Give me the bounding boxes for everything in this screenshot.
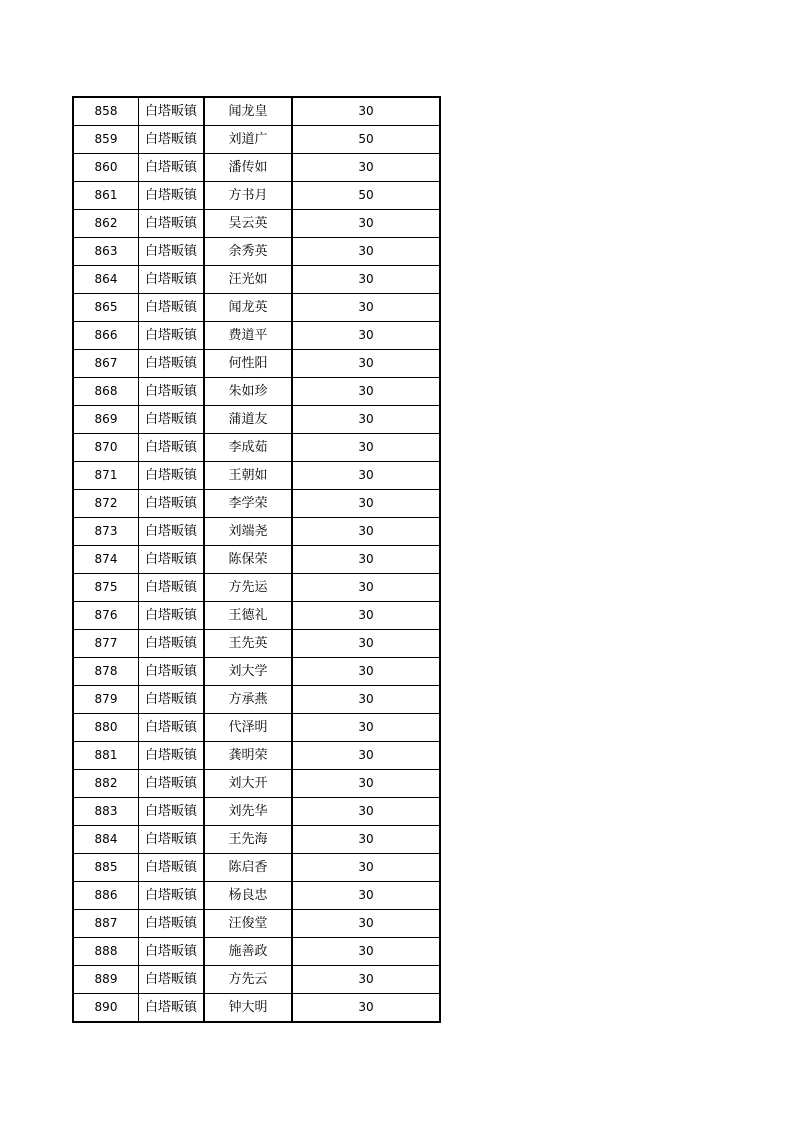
amount-cell: 30 [292, 406, 440, 434]
town-cell: 白塔畈镇 [139, 210, 205, 238]
row-number-cell: 885 [73, 854, 139, 882]
town-cell: 白塔畈镇 [139, 126, 205, 154]
amount-cell: 30 [292, 714, 440, 742]
row-number-cell: 876 [73, 602, 139, 630]
row-number-cell: 889 [73, 966, 139, 994]
amount-cell: 30 [292, 602, 440, 630]
amount-cell: 30 [292, 490, 440, 518]
town-cell: 白塔畈镇 [139, 994, 205, 1023]
amount-cell: 30 [292, 154, 440, 182]
town-cell: 白塔畈镇 [139, 434, 205, 462]
person-name-cell: 吴云英 [204, 210, 292, 238]
amount-cell: 30 [292, 938, 440, 966]
table-row [73, 686, 440, 714]
person-name-cell: 余秀英 [204, 238, 292, 266]
amount-cell: 30 [292, 266, 440, 294]
person-name-cell: 闻龙英 [204, 294, 292, 322]
town-cell: 白塔畈镇 [139, 910, 205, 938]
person-name-cell: 王先英 [204, 630, 292, 658]
person-name-cell: 潘传如 [204, 154, 292, 182]
row-number-cell: 858 [73, 97, 139, 126]
person-name-cell: 刘端尧 [204, 518, 292, 546]
person-name-cell: 龚明荣 [204, 742, 292, 770]
town-cell: 白塔畈镇 [139, 882, 205, 910]
amount-cell: 30 [292, 826, 440, 854]
row-number-cell: 860 [73, 154, 139, 182]
town-cell: 白塔畈镇 [139, 686, 205, 714]
town-cell: 白塔畈镇 [139, 266, 205, 294]
town-cell: 白塔畈镇 [139, 97, 205, 126]
roster-table-body [73, 97, 440, 1022]
table-row [73, 518, 440, 546]
row-number-cell: 882 [73, 770, 139, 798]
row-number-cell: 871 [73, 462, 139, 490]
row-number-cell: 864 [73, 266, 139, 294]
town-cell: 白塔畈镇 [139, 546, 205, 574]
person-name-cell: 方承燕 [204, 686, 292, 714]
person-name-cell: 陈保荣 [204, 546, 292, 574]
table-row [73, 602, 440, 630]
amount-cell: 30 [292, 630, 440, 658]
table-row [73, 322, 440, 350]
table-row [73, 770, 440, 798]
row-number-cell: 875 [73, 574, 139, 602]
table-row [73, 910, 440, 938]
table-row [73, 266, 440, 294]
table-row [73, 238, 440, 266]
town-cell: 白塔畈镇 [139, 462, 205, 490]
row-number-cell: 887 [73, 910, 139, 938]
amount-cell: 30 [292, 854, 440, 882]
person-name-cell: 李成茹 [204, 434, 292, 462]
amount-cell: 30 [292, 910, 440, 938]
amount-cell: 30 [292, 966, 440, 994]
person-name-cell: 何性阳 [204, 350, 292, 378]
town-cell: 白塔畈镇 [139, 714, 205, 742]
table-row [73, 97, 440, 126]
table-row [73, 714, 440, 742]
amount-cell: 30 [292, 994, 440, 1023]
table-row [73, 434, 440, 462]
table-row [73, 378, 440, 406]
person-name-cell: 王德礼 [204, 602, 292, 630]
amount-cell: 30 [292, 686, 440, 714]
amount-cell: 30 [292, 462, 440, 490]
amount-cell: 30 [292, 294, 440, 322]
person-name-cell: 刘先华 [204, 798, 292, 826]
town-cell: 白塔畈镇 [139, 238, 205, 266]
table-row [73, 798, 440, 826]
person-name-cell: 王先海 [204, 826, 292, 854]
amount-cell: 30 [292, 210, 440, 238]
amount-cell: 30 [292, 518, 440, 546]
person-name-cell: 蒲道友 [204, 406, 292, 434]
table-row [73, 350, 440, 378]
row-number-cell: 865 [73, 294, 139, 322]
table-row [73, 490, 440, 518]
person-name-cell: 杨良忠 [204, 882, 292, 910]
row-number-cell: 872 [73, 490, 139, 518]
town-cell: 白塔畈镇 [139, 518, 205, 546]
person-name-cell: 闻龙皇 [204, 97, 292, 126]
row-number-cell: 879 [73, 686, 139, 714]
town-cell: 白塔畈镇 [139, 854, 205, 882]
table-row [73, 994, 440, 1023]
person-name-cell: 汪光如 [204, 266, 292, 294]
row-number-cell: 880 [73, 714, 139, 742]
amount-cell: 30 [292, 97, 440, 126]
town-cell: 白塔畈镇 [139, 602, 205, 630]
amount-cell: 50 [292, 126, 440, 154]
person-name-cell: 方先运 [204, 574, 292, 602]
row-number-cell: 869 [73, 406, 139, 434]
table-row [73, 658, 440, 686]
town-cell: 白塔畈镇 [139, 658, 205, 686]
table-row [73, 742, 440, 770]
table-row [73, 854, 440, 882]
row-number-cell: 877 [73, 630, 139, 658]
person-name-cell: 代泽明 [204, 714, 292, 742]
row-number-cell: 873 [73, 518, 139, 546]
person-name-cell: 王朝如 [204, 462, 292, 490]
table-row [73, 630, 440, 658]
person-name-cell: 刘大开 [204, 770, 292, 798]
person-name-cell: 方先云 [204, 966, 292, 994]
amount-cell: 30 [292, 882, 440, 910]
town-cell: 白塔畈镇 [139, 406, 205, 434]
table-row [73, 294, 440, 322]
person-name-cell: 陈启香 [204, 854, 292, 882]
table-row [73, 210, 440, 238]
row-number-cell: 881 [73, 742, 139, 770]
person-name-cell: 钟大明 [204, 994, 292, 1023]
town-cell: 白塔畈镇 [139, 350, 205, 378]
table-row [73, 126, 440, 154]
row-number-cell: 862 [73, 210, 139, 238]
person-name-cell: 刘大学 [204, 658, 292, 686]
row-number-cell: 867 [73, 350, 139, 378]
town-cell: 白塔畈镇 [139, 742, 205, 770]
amount-cell: 30 [292, 574, 440, 602]
amount-cell: 30 [292, 378, 440, 406]
row-number-cell: 874 [73, 546, 139, 574]
town-cell: 白塔畈镇 [139, 826, 205, 854]
amount-cell: 30 [292, 546, 440, 574]
town-cell: 白塔畈镇 [139, 630, 205, 658]
row-number-cell: 866 [73, 322, 139, 350]
person-name-cell: 刘道广 [204, 126, 292, 154]
person-name-cell: 汪俊堂 [204, 910, 292, 938]
amount-cell: 30 [292, 742, 440, 770]
row-number-cell: 884 [73, 826, 139, 854]
row-number-cell: 878 [73, 658, 139, 686]
town-cell: 白塔畈镇 [139, 182, 205, 210]
table-row [73, 462, 440, 490]
row-number-cell: 888 [73, 938, 139, 966]
table-row [73, 574, 440, 602]
table-row [73, 182, 440, 210]
town-cell: 白塔畈镇 [139, 966, 205, 994]
amount-cell: 50 [292, 182, 440, 210]
amount-cell: 30 [292, 350, 440, 378]
table-row [73, 546, 440, 574]
row-number-cell: 886 [73, 882, 139, 910]
row-number-cell: 870 [73, 434, 139, 462]
table-row [73, 826, 440, 854]
row-number-cell: 890 [73, 994, 139, 1023]
person-name-cell: 李学荣 [204, 490, 292, 518]
table-row [73, 966, 440, 994]
amount-cell: 30 [292, 658, 440, 686]
town-cell: 白塔畈镇 [139, 770, 205, 798]
row-number-cell: 868 [73, 378, 139, 406]
table-row [73, 938, 440, 966]
town-cell: 白塔畈镇 [139, 294, 205, 322]
row-number-cell: 859 [73, 126, 139, 154]
town-cell: 白塔畈镇 [139, 938, 205, 966]
row-number-cell: 883 [73, 798, 139, 826]
table-row [73, 154, 440, 182]
person-name-cell: 方书月 [204, 182, 292, 210]
town-cell: 白塔畈镇 [139, 378, 205, 406]
town-cell: 白塔畈镇 [139, 574, 205, 602]
amount-cell: 30 [292, 238, 440, 266]
person-name-cell: 费道平 [204, 322, 292, 350]
town-cell: 白塔畈镇 [139, 798, 205, 826]
row-number-cell: 861 [73, 182, 139, 210]
town-cell: 白塔畈镇 [139, 490, 205, 518]
roster-table [72, 96, 441, 1023]
row-number-cell: 863 [73, 238, 139, 266]
town-cell: 白塔畈镇 [139, 322, 205, 350]
amount-cell: 30 [292, 322, 440, 350]
town-cell: 白塔畈镇 [139, 154, 205, 182]
person-name-cell: 朱如珍 [204, 378, 292, 406]
amount-cell: 30 [292, 770, 440, 798]
amount-cell: 30 [292, 798, 440, 826]
person-name-cell: 施善政 [204, 938, 292, 966]
table-row [73, 882, 440, 910]
amount-cell: 30 [292, 434, 440, 462]
table-row [73, 406, 440, 434]
